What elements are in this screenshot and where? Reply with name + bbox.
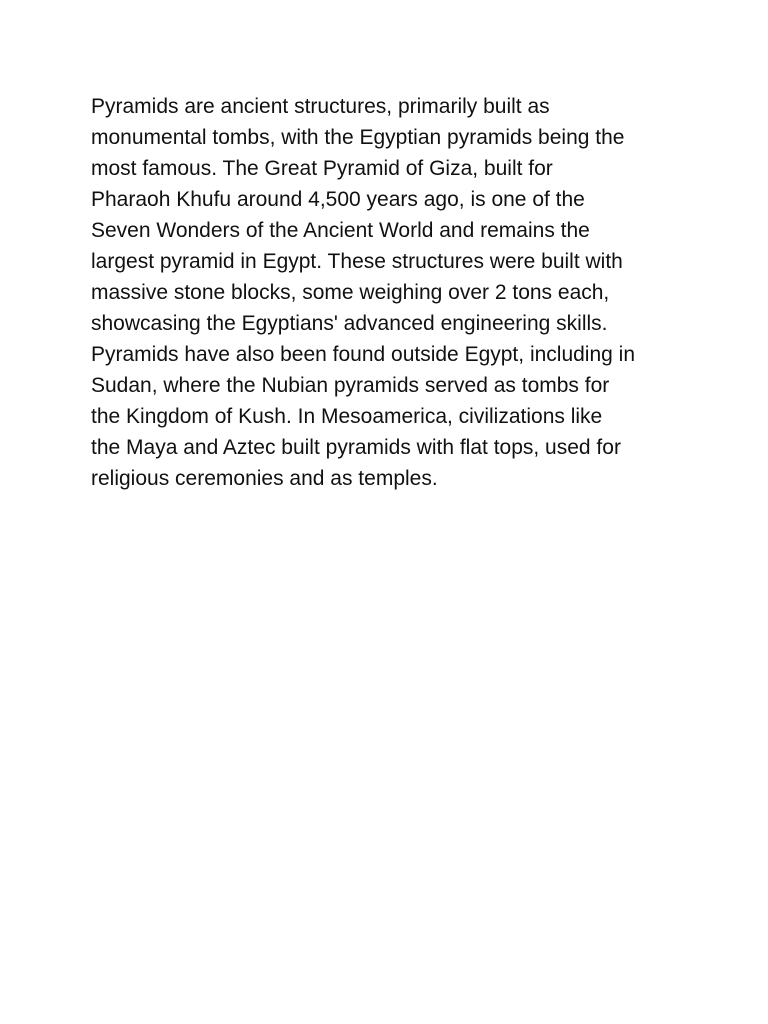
paragraph-line-9: Pyramids have also been found outside Egypt, including in — [91, 343, 636, 366]
paragraph-line-11: the Kingdom of Kush. In Mesoamerica, civilizations like — [91, 405, 603, 428]
paragraph-line-6: largest pyramid in Egypt. These structures were built with — [91, 250, 623, 273]
paragraph-line-10: Sudan, where the Nubian pyramids served as tombs for — [91, 374, 610, 397]
paragraph-line-12: the Maya and Aztec built pyramids with flat tops, used for — [91, 436, 621, 459]
paragraph-line-8: showcasing the Egyptians' advanced engineering skills. — [91, 312, 608, 335]
paragraph-line-5: Seven Wonders of the Ancient World and remains the — [91, 219, 590, 242]
paragraph-line-3: most famous. The Great Pyramid of Giza, built for — [91, 157, 553, 180]
body-paragraph — [91, 91, 691, 494]
paragraph-line-7: massive stone blocks, some weighing over 2 tons each, — [91, 281, 610, 304]
paragraph-line-4: Pharaoh Khufu around 4,500 years ago, is one of the — [91, 188, 585, 211]
paragraph-line-1: Pyramids are ancient structures, primarily built as — [91, 95, 550, 118]
paragraph-line-2: monumental tombs, with the Egyptian pyramids being the — [91, 126, 625, 149]
paragraph-line-13: religious ceremonies and as temples. — [91, 467, 438, 490]
